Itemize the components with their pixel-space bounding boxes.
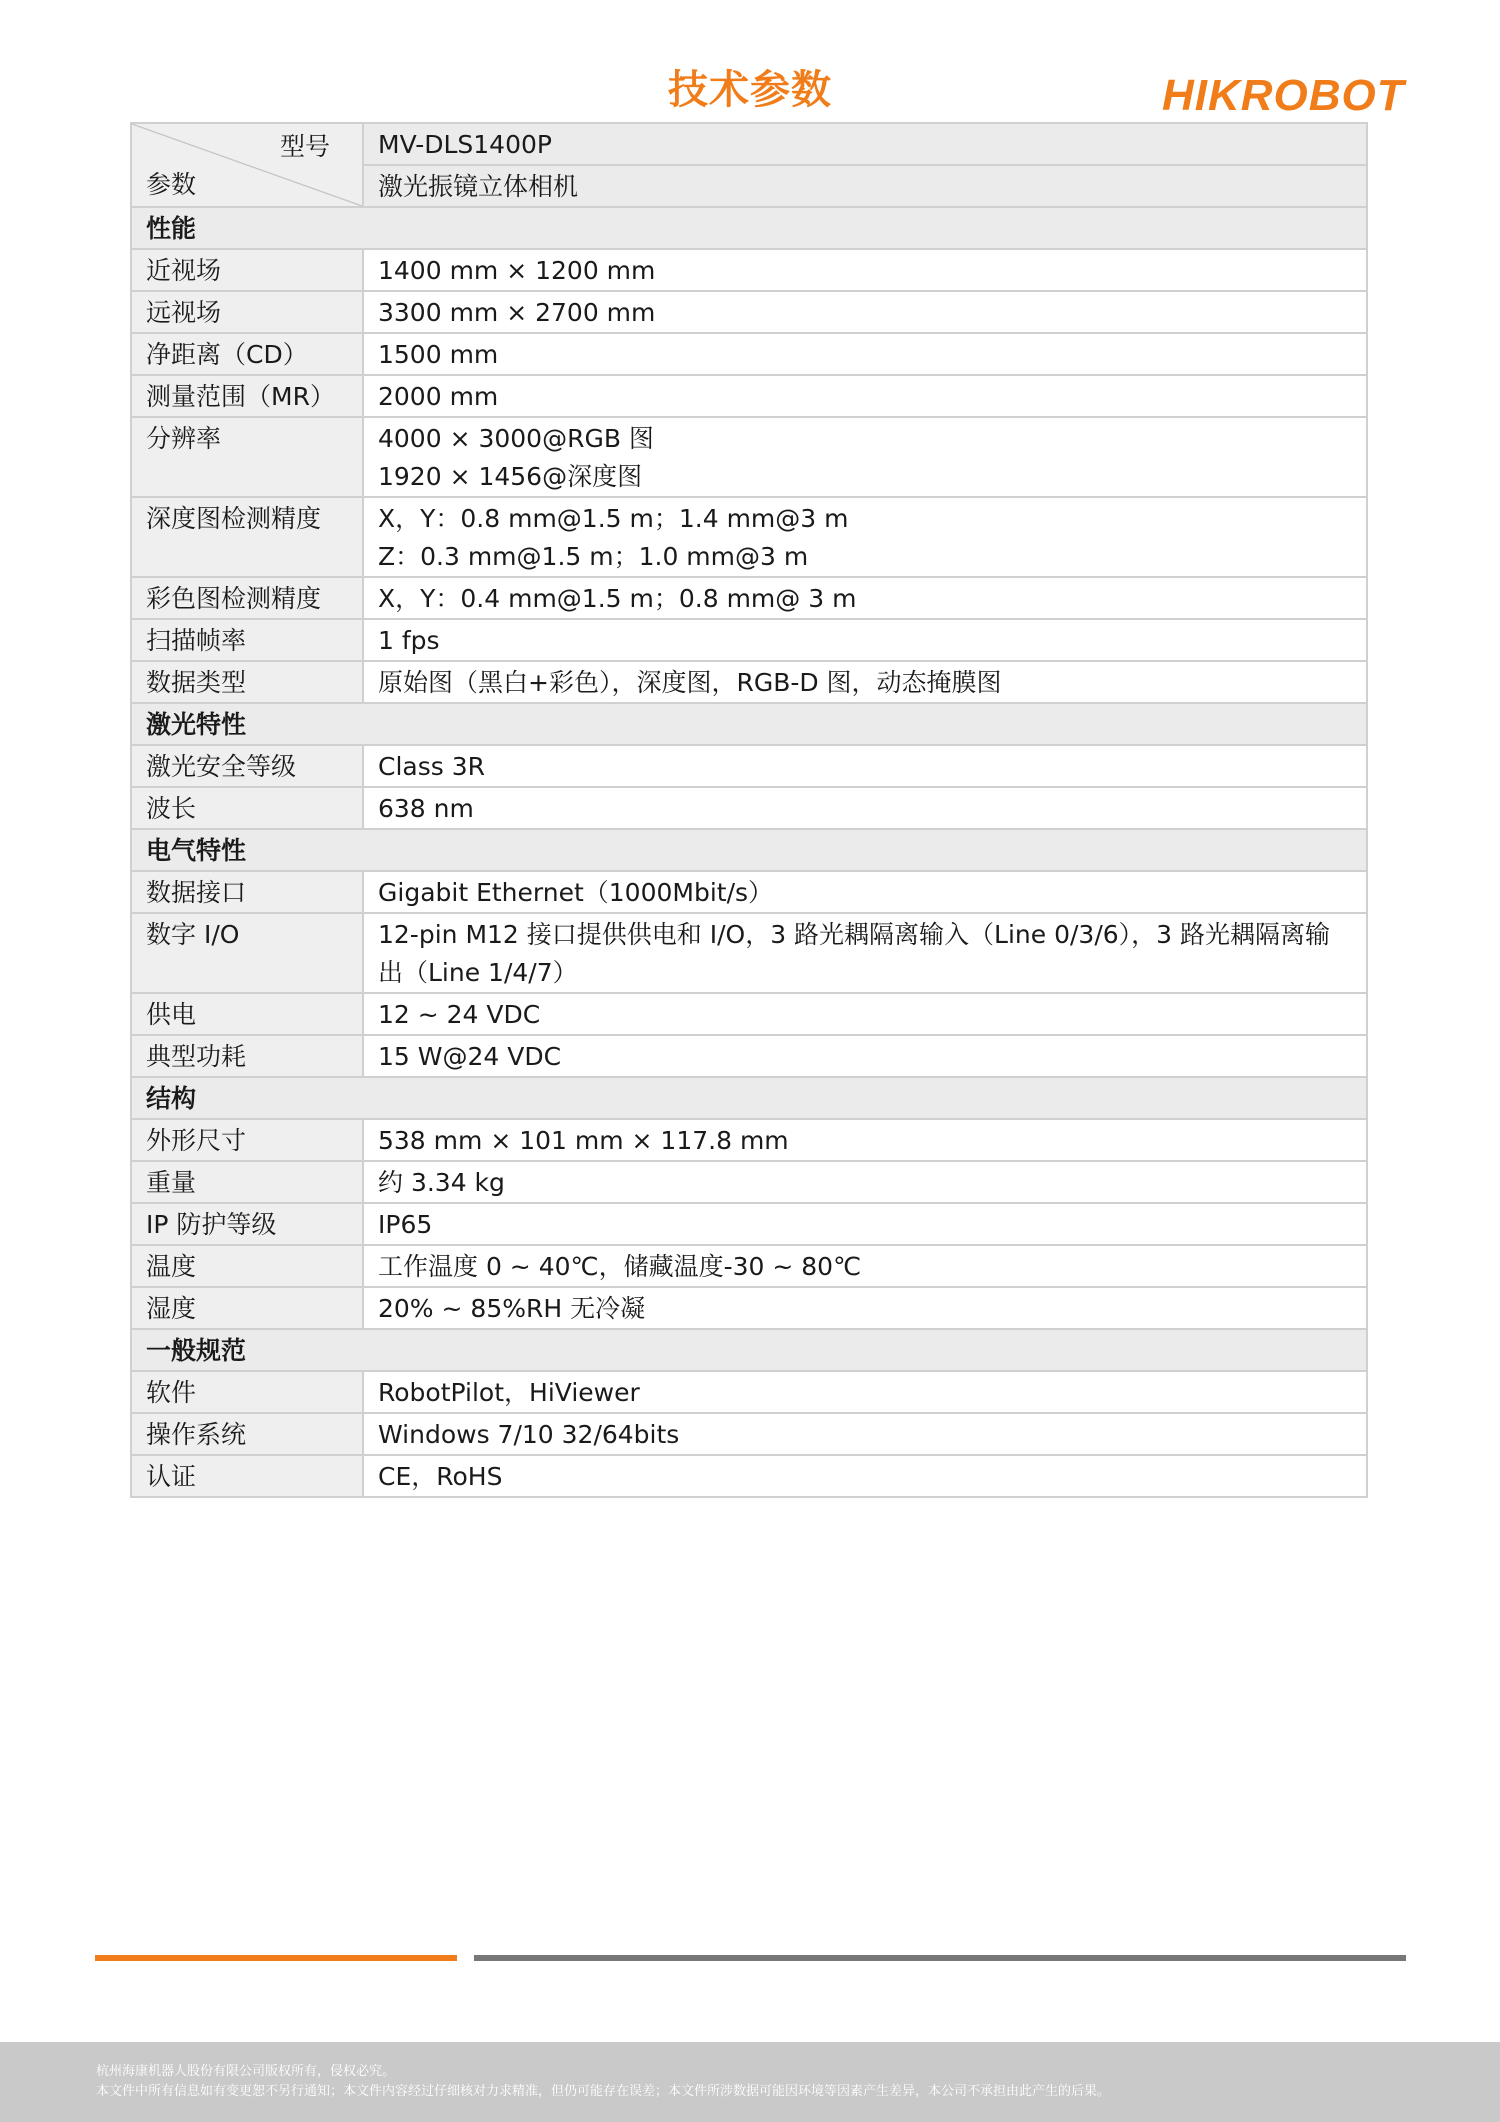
param-value-line: Gigabit Ethernet（1000Mbit/s） — [378, 878, 774, 907]
table-row — [131, 1287, 1367, 1329]
param-name: 操作系统 — [131, 1413, 363, 1455]
footer-rule-gray — [474, 1955, 1406, 1961]
param-name: 测量范围（MR） — [131, 375, 363, 417]
param-name: 彩色图检测精度 — [131, 577, 363, 619]
table-row — [131, 577, 1367, 619]
table-row — [131, 417, 1367, 497]
table-row — [131, 1119, 1367, 1161]
param-name: 激光安全等级 — [131, 745, 363, 787]
table-row — [131, 661, 1367, 703]
header-corner-cell — [131, 123, 363, 207]
param-value-line: Class 3R — [378, 752, 485, 781]
table-row — [131, 913, 1367, 993]
section-title: 性能 — [131, 207, 1367, 249]
table-row — [131, 375, 1367, 417]
param-value — [363, 1455, 1367, 1497]
param-name: 供电 — [131, 993, 363, 1035]
param-value-line: 工作温度 0 ~ 40℃，储藏温度-30 ~ 80℃ — [378, 1252, 862, 1281]
param-value — [363, 871, 1367, 913]
param-value-line: 1920 × 1456@深度图 — [378, 462, 643, 491]
param-name: 数据类型 — [131, 661, 363, 703]
param-value-line: 638 nm — [378, 794, 474, 823]
param-name: 波长 — [131, 787, 363, 829]
hikrobot-logo — [1162, 66, 1432, 126]
param-value-line: Windows 7/10 32/64bits — [378, 1420, 680, 1449]
table-row — [131, 619, 1367, 661]
footer-rule-orange — [95, 1955, 457, 1961]
model-label: 型号 — [279, 132, 330, 161]
table-row — [131, 745, 1367, 787]
param-value-line: RobotPilot，HiViewer — [378, 1378, 640, 1407]
param-value-line: 3300 mm × 2700 mm — [378, 298, 656, 327]
param-value-line: CE，RoHS — [378, 1462, 503, 1491]
table-header-row — [131, 123, 1367, 165]
param-value — [363, 1203, 1367, 1245]
param-value-line: 原始图（黑白+彩色），深度图，RGB-D 图，动态掩膜图 — [378, 668, 1002, 697]
param-value — [363, 375, 1367, 417]
section-title: 结构 — [131, 1077, 1367, 1119]
footer — [0, 2042, 1500, 2122]
param-value-line: 约 3.34 kg — [378, 1168, 505, 1197]
param-value-line: IP65 — [378, 1210, 433, 1239]
param-value — [363, 249, 1367, 291]
param-value-line: 12-pin M12 接口提供供电和 I/O，3 路光耦隔离输入（Line 0/3/6），3 路光耦隔离输 — [378, 920, 1331, 949]
section-row — [131, 1077, 1367, 1119]
param-value — [363, 1119, 1367, 1161]
table-row — [131, 787, 1367, 829]
param-value — [363, 417, 1367, 497]
param-name: 深度图检测精度 — [131, 497, 363, 577]
table-row — [131, 497, 1367, 577]
copyright-text: 杭州海康机器人股份有限公司版权所有，侵权必究。 — [96, 2064, 396, 2079]
param-name: 数字 I/O — [131, 913, 363, 993]
param-name: IP 防护等级 — [131, 1203, 363, 1245]
param-name: 认证 — [131, 1455, 363, 1497]
section-row — [131, 829, 1367, 871]
param-value-line: 1500 mm — [378, 340, 499, 369]
param-name: 扫描帧率 — [131, 619, 363, 661]
param-value-line: 出（Line 1/4/7） — [378, 958, 578, 987]
table-row — [131, 1371, 1367, 1413]
table-row — [131, 1245, 1367, 1287]
svg-text:HIKROBOT: HIKROBOT — [1162, 71, 1405, 120]
param-value — [363, 913, 1367, 993]
param-name: 重量 — [131, 1161, 363, 1203]
param-value-line: 2000 mm — [378, 382, 499, 411]
param-value-line: 1 fps — [378, 626, 440, 655]
section-title: 电气特性 — [131, 829, 1367, 871]
param-name: 温度 — [131, 1245, 363, 1287]
table-row — [131, 1161, 1367, 1203]
param-value — [363, 619, 1367, 661]
param-value — [363, 1035, 1367, 1077]
param-value — [363, 1287, 1367, 1329]
param-value — [363, 291, 1367, 333]
table-row — [131, 1413, 1367, 1455]
model-value: MV-DLS1400P — [363, 123, 1367, 165]
param-value — [363, 333, 1367, 375]
param-value-line: 20% ~ 85%RH 无冷凝 — [378, 1294, 646, 1323]
param-value — [363, 745, 1367, 787]
section-title: 一般规范 — [131, 1329, 1367, 1371]
table-row — [131, 291, 1367, 333]
spec-table — [130, 122, 1368, 1498]
param-name: 近视场 — [131, 249, 363, 291]
param-name: 数据接口 — [131, 871, 363, 913]
param-label: 参数 — [146, 170, 197, 199]
table-row — [131, 333, 1367, 375]
param-value-line: 1400 mm × 1200 mm — [378, 256, 656, 285]
page-title: 技术参数 — [668, 67, 832, 113]
table-row — [131, 1203, 1367, 1245]
param-value — [363, 1413, 1367, 1455]
param-name: 外形尺寸 — [131, 1119, 363, 1161]
product-name: 激光振镜立体相机 — [363, 165, 1367, 207]
param-value-line: X，Y：0.8 mm@1.5 m；1.4 mm@3 m — [378, 504, 849, 533]
param-name: 湿度 — [131, 1287, 363, 1329]
param-value-line: 15 W@24 VDC — [378, 1042, 562, 1071]
table-row — [131, 871, 1367, 913]
table-row — [131, 1035, 1367, 1077]
param-value-line: 538 mm × 101 mm × 117.8 mm — [378, 1126, 789, 1155]
param-value — [363, 1371, 1367, 1413]
param-name: 远视场 — [131, 291, 363, 333]
param-value — [363, 1245, 1367, 1287]
param-name: 典型功耗 — [131, 1035, 363, 1077]
section-title: 激光特性 — [131, 703, 1367, 745]
param-name: 软件 — [131, 1371, 363, 1413]
param-value — [363, 577, 1367, 619]
disclaimer-text: 本文件中所有信息如有变更恕不另行通知；本文件内容经过仔细核对力求精准，但仍可能存在误差；本文件所涉数据可能因环境等因素产生差异，本公司不承担由此产生的后果。 — [96, 2084, 1111, 2099]
param-value-line: 12 ~ 24 VDC — [378, 1000, 541, 1029]
table-row — [131, 249, 1367, 291]
param-value — [363, 787, 1367, 829]
param-value — [363, 661, 1367, 703]
param-value — [363, 497, 1367, 577]
param-value — [363, 1161, 1367, 1203]
param-value-line: X，Y：0.4 mm@1.5 m；0.8 mm@ 3 m — [378, 584, 857, 613]
section-row — [131, 207, 1367, 249]
section-row — [131, 703, 1367, 745]
param-name: 分辨率 — [131, 417, 363, 497]
table-row — [131, 993, 1367, 1035]
param-value-line: 4000 × 3000@RGB 图 — [378, 424, 654, 453]
table-row — [131, 1455, 1367, 1497]
param-value-line: Z：0.3 mm@1.5 m；1.0 mm@3 m — [378, 542, 809, 571]
param-name: 净距离（CD） — [131, 333, 363, 375]
param-value — [363, 993, 1367, 1035]
section-row — [131, 1329, 1367, 1371]
